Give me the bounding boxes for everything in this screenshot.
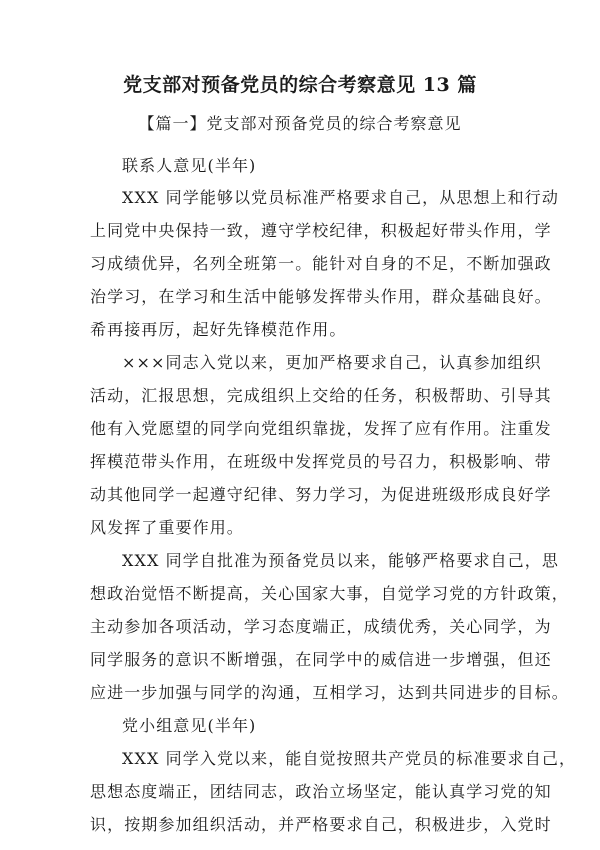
paragraph-line: 识，按期参加组织活动，并严格要求自己，积极进步，入党时 bbox=[90, 815, 552, 834]
paragraph-line: 动其他同学一起遵守纪律、努力学习，为促进班级形成良好学 bbox=[90, 485, 552, 504]
paragraph-line: 风发挥了重要作用。 bbox=[90, 518, 244, 537]
section-label: 党小组意见(半年) bbox=[122, 716, 257, 735]
paragraph-line: 他有入党愿望的同学向党组织靠拢，发挥了应有作用。注重发 bbox=[90, 419, 552, 438]
paragraph-line: 习成绩优异，名列全班第一。能针对自身的不足，不断加强政 bbox=[90, 254, 552, 273]
paragraph-line: 应进一步加强与同学的沟通，互相学习，达到共同进步的目标。 bbox=[90, 683, 569, 702]
paragraph-line: 挥模范带头作用，在班级中发挥党员的号召力，积极影响、带 bbox=[90, 452, 552, 471]
paragraph-line: 上同党中央保持一致，遵守学校纪律，积极起好带头作用，学 bbox=[90, 221, 552, 240]
paragraph-line: 治学习，在学习和生活中能够发挥带头作用，群众基础良好。 bbox=[90, 287, 552, 306]
paragraph-line: 希再接再厉，起好先锋模范作用。 bbox=[90, 320, 347, 339]
paragraph-line: 主动参加各项活动，学习态度端正，成绩优秀，关心同学，为 bbox=[90, 617, 552, 636]
paragraph-line: 同学服务的意识不断增强，在同学中的威信进一步增强，但还 bbox=[90, 650, 552, 669]
paragraph-line: XXX 同学自批准为预备党员以来，能够严格要求自己，思 bbox=[122, 551, 559, 570]
paragraph-line: 活动，汇报思想，完成组织上交给的任务，积极帮助、引导其 bbox=[90, 386, 552, 405]
paragraph-line: XXX 同学入党以来，能自觉按照共产党员的标准要求自己， bbox=[122, 749, 577, 768]
document-title: 党支部对预备党员的综合考察意见 13 篇 bbox=[123, 74, 477, 96]
section-heading: 【篇一】党支部对预备党员的综合考察意见 bbox=[138, 114, 462, 133]
paragraph-line: 想政治觉悟不断提高，关心国家大事，自觉学习党的方针政策， bbox=[90, 584, 569, 603]
section-label: 联系人意见(半年) bbox=[122, 156, 257, 175]
paragraph-line: ×××同志入党以来，更加严格要求自己，认真参加组织 bbox=[122, 353, 542, 372]
paragraph-line: 思想态度端正，团结同志，政治立场坚定，能认真学习党的知 bbox=[90, 782, 552, 801]
paragraph-line: XXX 同学能够以党员标准严格要求自己，从思想上和行动 bbox=[122, 188, 559, 207]
